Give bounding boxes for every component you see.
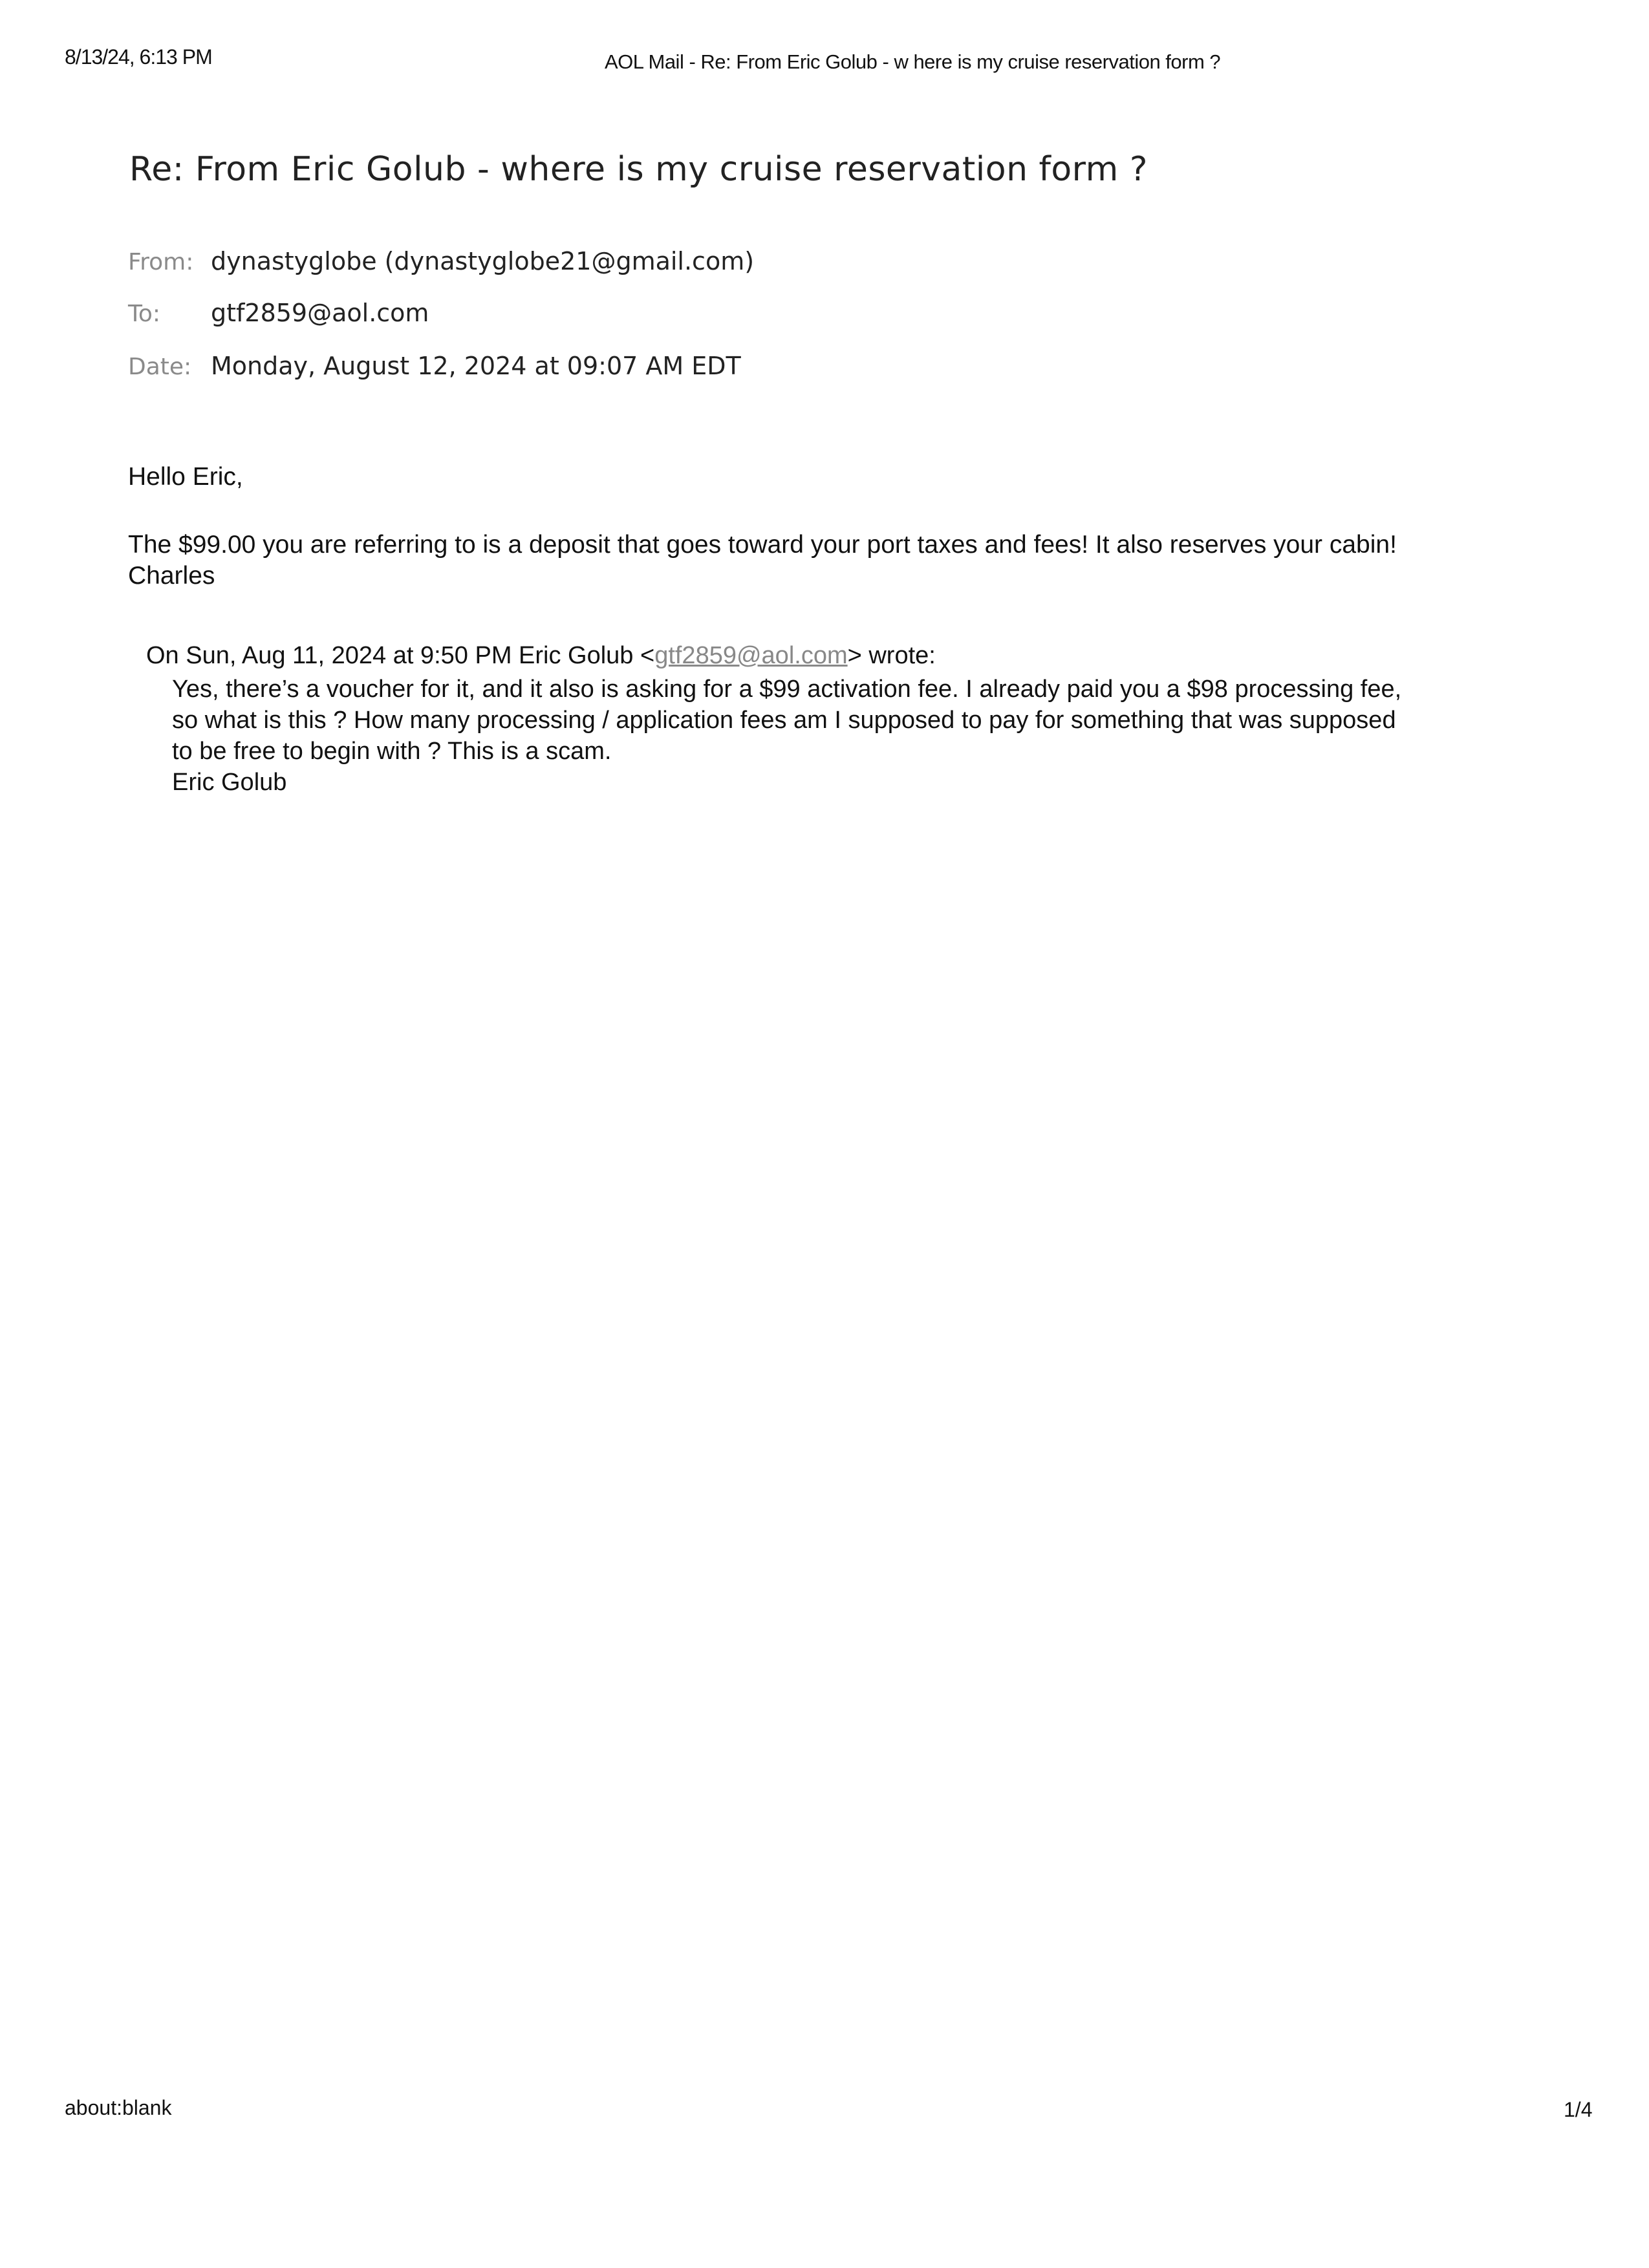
print-page-number: 1/4 bbox=[1564, 2098, 1593, 2121]
email-subject: Re: From Eric Golub - where is my cruise reservation form ? bbox=[129, 150, 1148, 189]
email-greeting: Hello Eric, bbox=[128, 463, 243, 491]
to-value: gtf2859@aol.com bbox=[211, 299, 429, 327]
to-label: To: bbox=[128, 301, 161, 327]
email-from-row bbox=[128, 247, 754, 275]
quoted-message-intro bbox=[146, 642, 936, 670]
quote-signature: Eric Golub bbox=[172, 769, 287, 796]
date-value: Monday, August 12, 2024 at 09:07 AM EDT bbox=[211, 352, 741, 380]
print-datetime: 8/13/24, 6:13 PM bbox=[65, 45, 212, 69]
quote-intro-prefix: On Sun, Aug 11, 2024 at 9:50 PM Eric Golub < bbox=[146, 642, 655, 669]
email-to-row bbox=[128, 299, 429, 327]
quote-email-link[interactable]: gtf2859@aol.com bbox=[654, 642, 848, 669]
email-paragraph: The $99.00 you are referring to is a deposit that goes toward your port taxes and fees! It also reserves your cabin! bbox=[128, 531, 1397, 559]
quote-line: Yes, there’s a voucher for it, and it also is asking for a $99 activation fee. I already paid you a $98 processing fee, bbox=[172, 676, 1402, 703]
date-label: Date: bbox=[128, 354, 192, 380]
quote-line: so what is this ? How many processing / application fees am I supposed to pay for something that was supposed bbox=[172, 707, 1396, 734]
print-footer-url: about:blank bbox=[65, 2096, 172, 2119]
email-date-row bbox=[128, 352, 741, 380]
print-page-title: AOL Mail - Re: From Eric Golub - w here is my cruise reservation form ? bbox=[605, 50, 1221, 73]
quote-line: to be free to begin with ? This is a scam. bbox=[172, 738, 612, 765]
email-signature: Charles bbox=[128, 562, 215, 590]
from-value: dynastyglobe (dynastyglobe21@gmail.com) bbox=[211, 247, 755, 275]
from-label: From: bbox=[128, 249, 194, 275]
quoted-message-body bbox=[172, 674, 1530, 798]
quote-intro-suffix: > wrote: bbox=[847, 642, 936, 669]
